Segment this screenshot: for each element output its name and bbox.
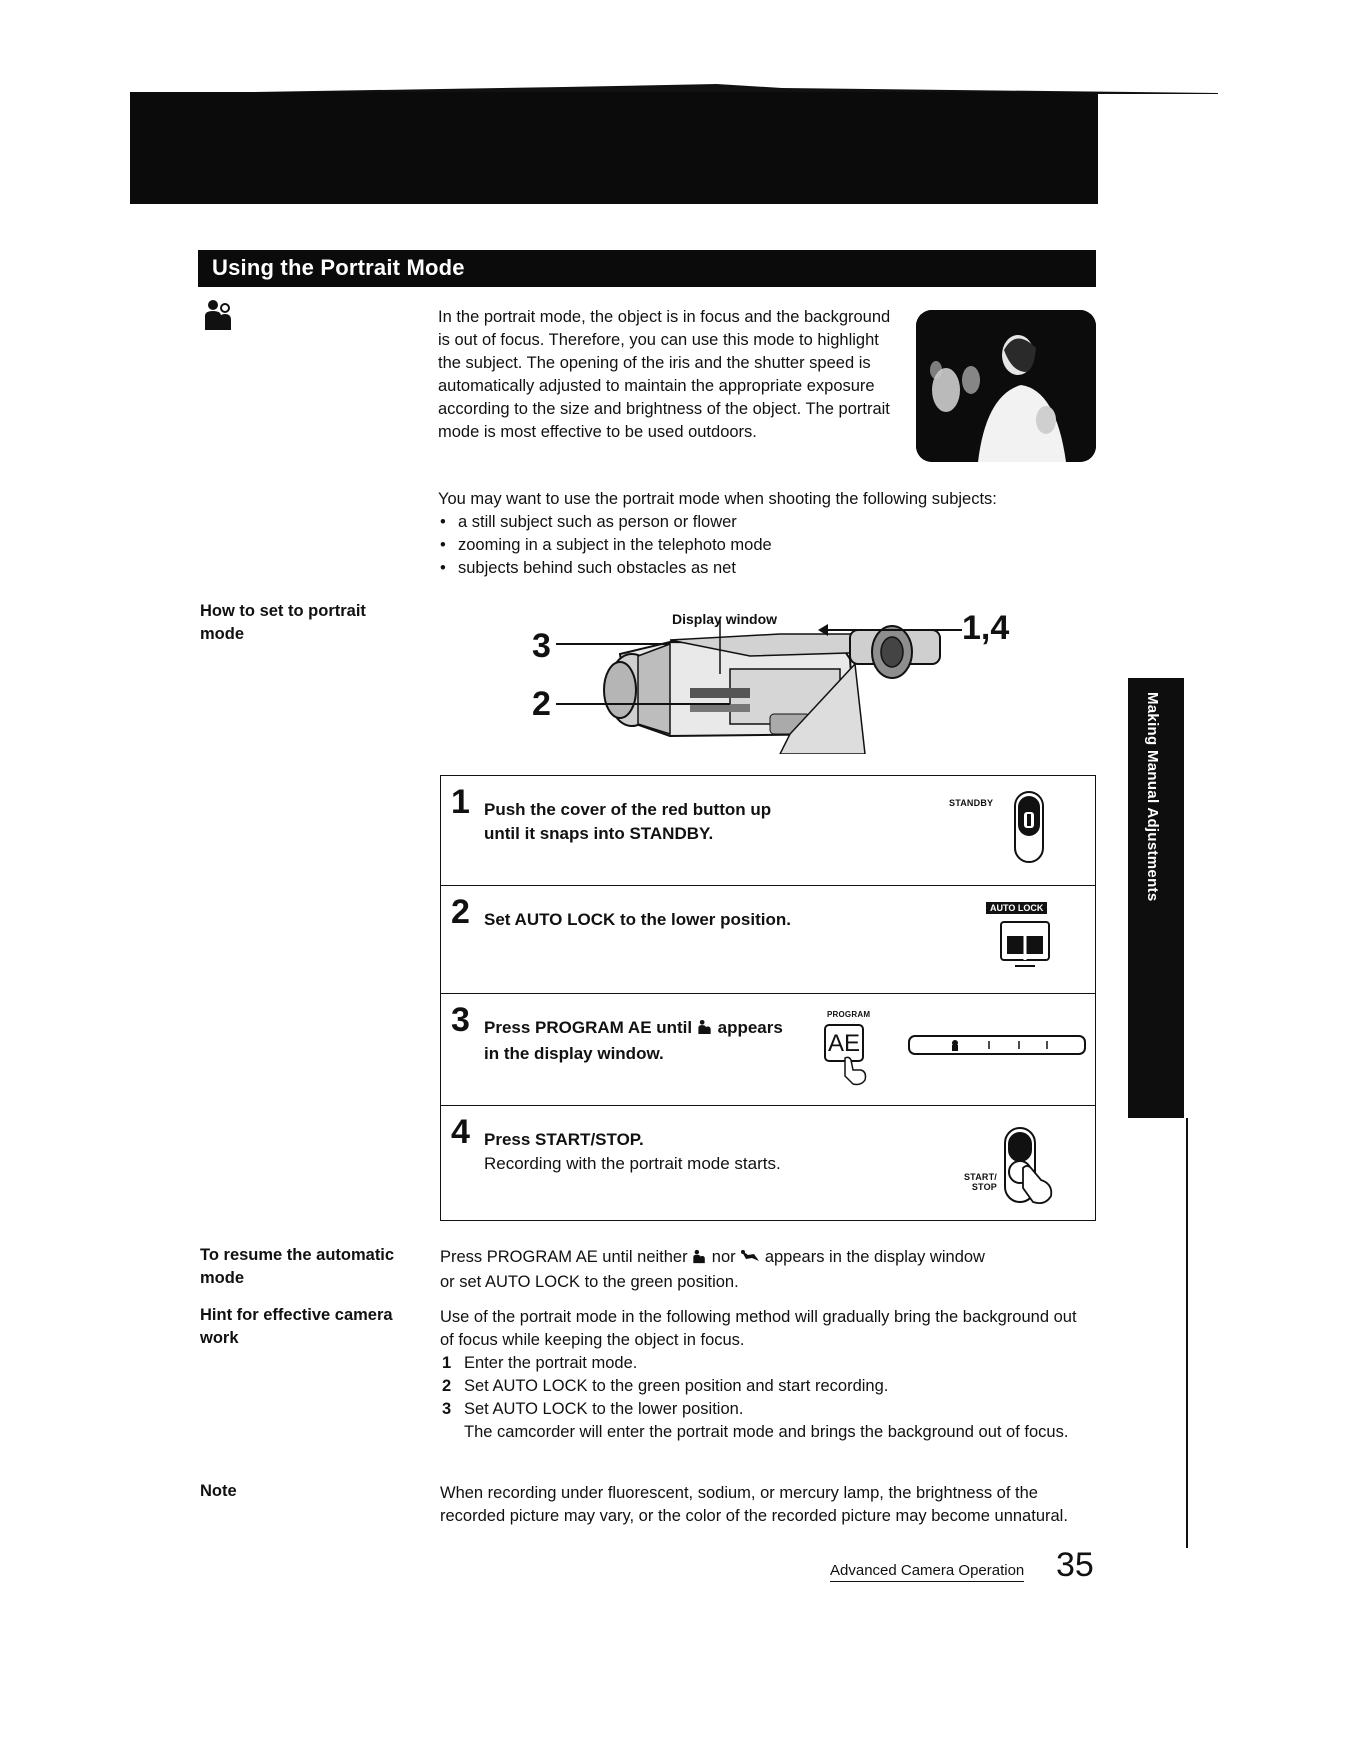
list-item-number: 3 — [442, 1400, 452, 1418]
resume-text — [440, 1246, 1120, 1294]
chapter-side-tab-label: Making Manual Adjustments — [1144, 692, 1161, 902]
resume-text-part: nor — [711, 1248, 736, 1266]
step-number: 1 — [451, 783, 470, 821]
subjects-lead: You may want to use the portrait mode when shooting the following subjects: — [438, 490, 997, 508]
footer-chapter-label: Advanced Camera Operation — [830, 1562, 1024, 1582]
subjects-list — [440, 511, 1040, 580]
list-item: • zooming in a subject in the telephoto mode — [440, 534, 1040, 557]
start-stop-label-line: START/ — [963, 1172, 997, 1182]
step-number: 3 — [451, 1001, 470, 1039]
hint-text — [440, 1306, 1090, 1444]
sports-mode-icon-inline — [740, 1248, 760, 1271]
start-stop-label — [959, 1172, 997, 1192]
step-line: until it snaps into STANDBY. — [484, 824, 714, 843]
callout-step-2: 2 — [532, 685, 551, 723]
list-item-text: Set AUTO LOCK to the green position and start recording. — [464, 1377, 889, 1395]
list-item: • subjects behind such obstacles as net — [440, 557, 1040, 580]
ae-button-icon: AE — [824, 1024, 864, 1062]
hint-continuation: The camcorder will enter the portrait mode and brings the background out of focus. — [464, 1423, 1069, 1441]
chapter-divider-line — [1186, 1118, 1188, 1548]
resume-text-part: Press PROGRAM AE until neither — [440, 1248, 688, 1266]
step-text — [484, 798, 771, 846]
step-3 — [441, 994, 1095, 1106]
page-number: 35 — [1056, 1546, 1094, 1584]
list-item — [440, 1375, 1090, 1398]
resume-label: To resume the automatic mode — [200, 1246, 395, 1287]
step-number: 2 — [451, 893, 470, 931]
resume-line — [440, 1246, 1120, 1271]
list-item — [440, 1352, 1090, 1375]
callout-step-3: 3 — [532, 627, 551, 665]
step-line: in the display window. — [484, 1044, 664, 1063]
step-number: 4 — [451, 1113, 470, 1151]
how-to-label: How to set to portrait mode — [200, 602, 366, 643]
section-title: Using the Portrait Mode — [212, 255, 465, 280]
hint-label: Hint for effective camera work — [200, 1306, 393, 1347]
pressing-finger-icon — [839, 1056, 869, 1091]
step-2 — [441, 886, 1095, 994]
auto-lock-label: AUTO LOCK — [986, 902, 1047, 914]
section-title-bar — [198, 250, 1096, 287]
list-item-text: Set AUTO LOCK to the lower position. — [464, 1400, 744, 1418]
step-line: Press START/STOP. — [484, 1130, 644, 1149]
step-4 — [441, 1106, 1095, 1222]
steps-box — [440, 775, 1096, 1221]
portrait-sample-photo — [916, 310, 1096, 462]
list-item-number: 1 — [442, 1354, 452, 1372]
display-window-label: Display window — [672, 611, 778, 627]
start-stop-button-icon — [1001, 1126, 1071, 1211]
step-text — [484, 1016, 783, 1066]
step-text — [484, 1128, 781, 1176]
callout-step-1-4: 1,4 — [962, 609, 1010, 647]
header-black-bar — [130, 92, 1098, 204]
list-item-number: 2 — [442, 1377, 452, 1395]
standby-switch-icon — [1009, 790, 1049, 869]
standby-label: STANDBY — [949, 798, 994, 808]
program-label: PROGRAM — [827, 1010, 871, 1019]
auto-lock-switch-icon — [997, 920, 1053, 975]
step-line: Recording with the portrait mode starts. — [484, 1154, 781, 1173]
step-1 — [441, 776, 1095, 886]
start-stop-label-line: STOP — [971, 1182, 997, 1192]
portrait-mode-icon-inline — [697, 1018, 713, 1042]
step-line — [484, 1016, 783, 1042]
note-label: Note — [200, 1482, 237, 1500]
note-text: When recording under fluorescent, sodium, or mercury lamp, the brightness of the recorded picture may vary, or the color of the recorded picture may become unnatural. — [440, 1484, 1068, 1525]
step-text-part: appears — [717, 1018, 783, 1037]
display-window-readout-icon — [907, 1034, 1087, 1061]
portrait-mode-icon — [202, 298, 236, 332]
step-text-part: Press PROGRAM AE until — [484, 1018, 693, 1037]
hint-steps — [440, 1352, 1090, 1421]
list-item: • a still subject such as person or flower — [440, 511, 1040, 534]
chapter-side-tab — [1128, 678, 1184, 1118]
intro-paragraph: In the portrait mode, the object is in focus and the background is out of focus. Therefore, you can use this mode to highlight the subject. The opening of the iris and the shutter speed is automatically adjusted to maintain the appropriate exposure according to the size and brightness of the object. The portrait mode is most effective to be used outdoors. — [438, 308, 891, 441]
step-line: Push the cover of the red button up — [484, 800, 772, 819]
list-item — [440, 1398, 1090, 1421]
portrait-mode-icon-inline — [692, 1248, 707, 1271]
hint-intro: Use of the portrait mode in the following method will gradually bring the background out of focus while keeping the object in focus. — [440, 1308, 1077, 1349]
list-item-text: Enter the portrait mode. — [464, 1354, 638, 1372]
step-text: Set AUTO LOCK to the lower position. — [484, 910, 791, 929]
resume-line: or set AUTO LOCK to the green position. — [440, 1273, 739, 1291]
resume-text-part: appears in the display window — [764, 1248, 985, 1266]
